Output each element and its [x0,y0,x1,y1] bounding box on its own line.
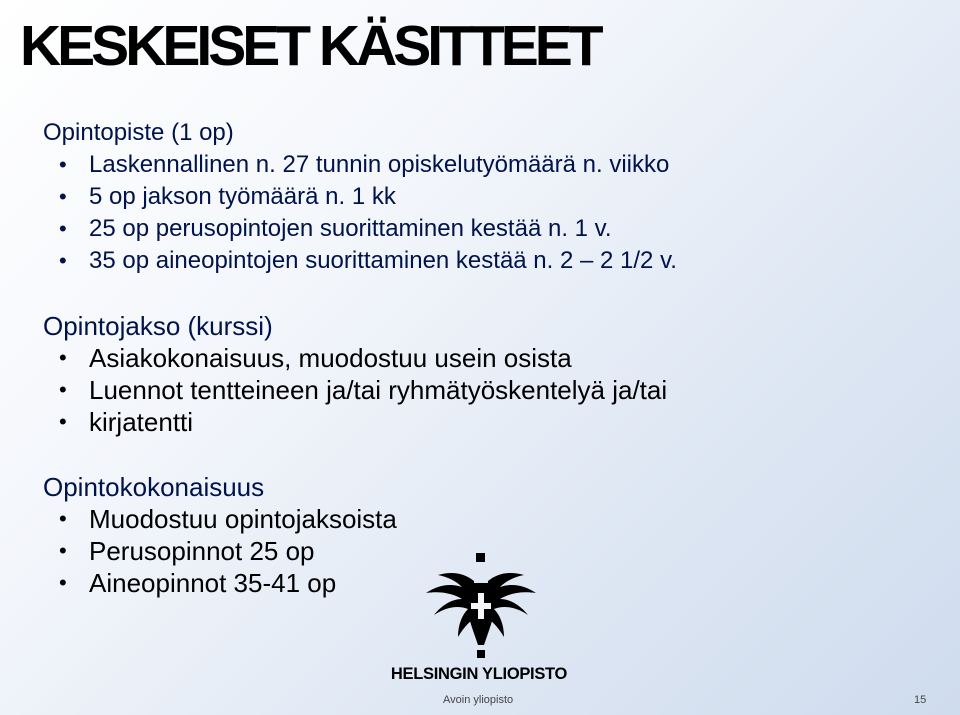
list-item [43,406,667,438]
list-item-text: Luennot tentteineen ja/tai ryhmätyöskentelyä ja/tai [89,375,668,405]
university-flame-logo-icon [426,553,536,663]
list-item [43,181,677,213]
logo-text: HELSINGIN YLIOPISTO [390,665,568,683]
list-item-text: Perusopinnot 25 op [89,536,315,566]
section-heading: Opintokokonaisuus [43,472,265,502]
bullet-list [43,503,397,599]
bullet-icon: • [59,216,67,241]
list-item-text: 35 op aineopintojen suorittaminen kestää n. 2 – 2 1/2 v. [89,247,677,274]
section-opintojakso [43,310,667,438]
bullet-icon: • [59,377,67,402]
bullet-icon: • [59,409,67,434]
bullet-icon: • [59,345,67,370]
list-item [43,535,397,567]
list-item-text: 5 op jakson työmäärä n. 1 kk [89,183,396,210]
list-item-text: Muodostuu opintojaksoista [89,504,397,534]
bullet-icon: • [59,570,67,595]
list-item-text: Aineopinnot 35-41 op [89,568,337,598]
bullet-icon: • [59,184,67,209]
list-item-text: Laskennallinen n. 27 tunnin opiskelutyömäärä n. viikko [89,151,670,178]
list-item [43,503,397,535]
list-item [43,149,677,181]
list-item [43,374,667,406]
section-opintokokonaisuus [43,471,397,599]
list-item [43,245,677,277]
page-number: 15 [914,694,927,706]
list-item [43,213,677,245]
university-logo [384,553,574,688]
bullet-list [43,342,667,438]
section-opintopiste [43,117,677,277]
bullet-icon: • [59,248,67,273]
list-item-text: kirjatentti [89,407,194,437]
footer-label: Avoin yliopisto [443,694,514,706]
bullet-icon: • [59,538,67,563]
bullet-icon: • [59,152,67,177]
bullet-list [43,149,677,277]
bullet-icon: • [59,506,67,531]
list-item [43,342,667,374]
section-heading: Opintojakso (kurssi) [43,311,273,341]
slide-title: KESKEISET KÄSITTEET [20,14,600,78]
section-heading: Opintopiste (1 op) [43,119,234,146]
list-item-text: Asiakokonaisuus, muodostuu usein osista [89,343,572,373]
list-item-text: 25 op perusopintojen suorittaminen kestää n. 1 v. [89,215,612,242]
list-item [43,567,397,599]
